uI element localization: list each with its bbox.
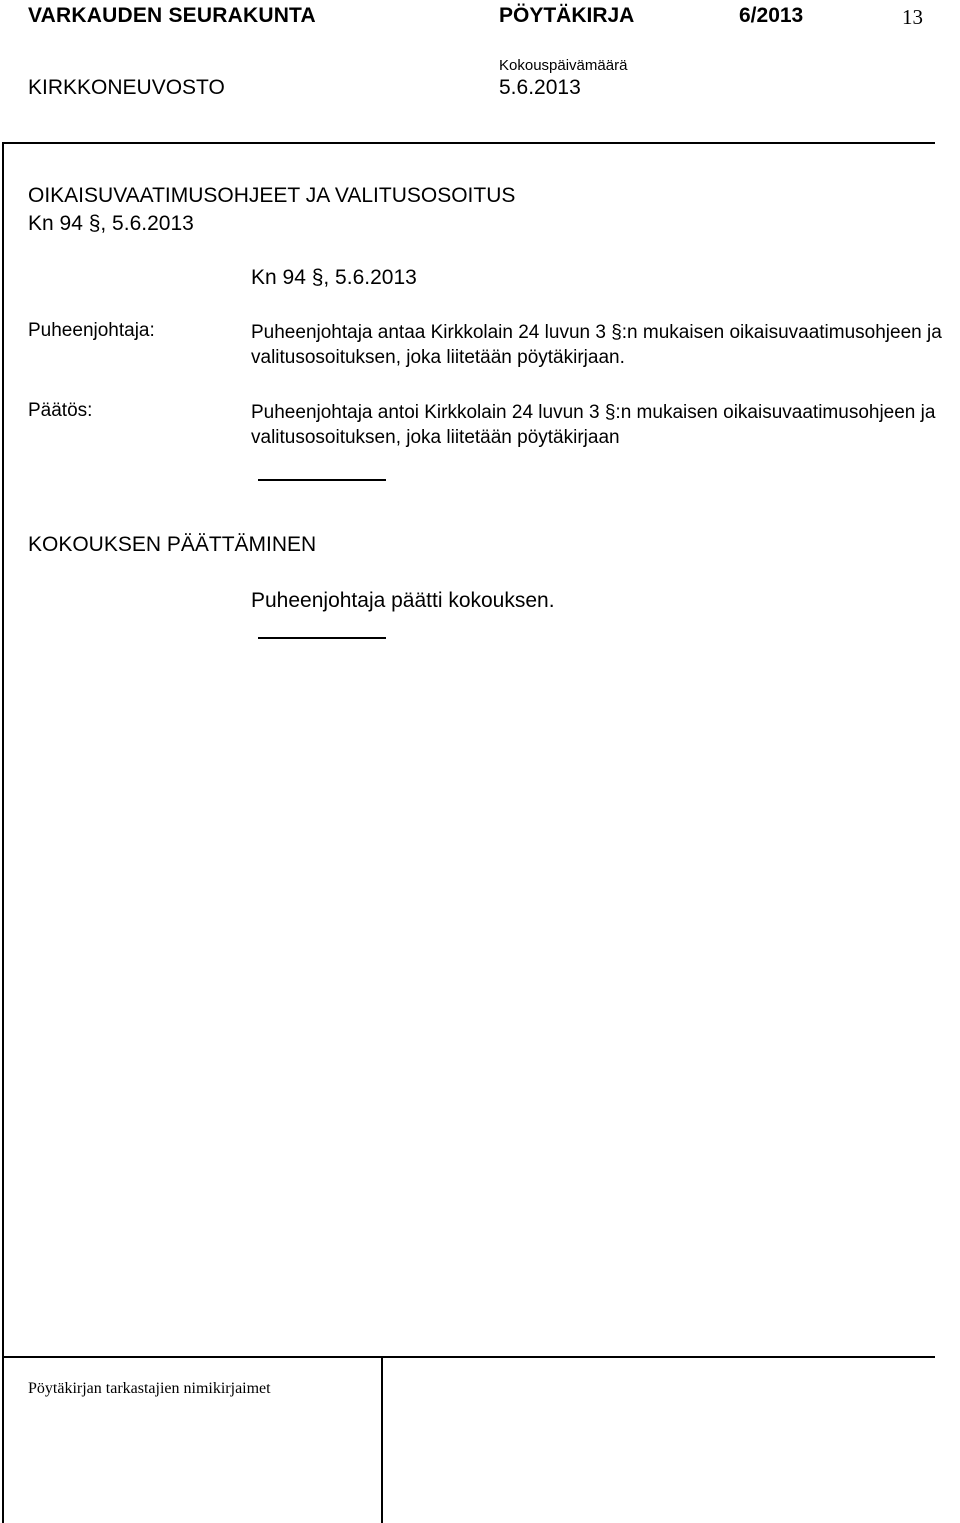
proposal-reference: Kn 94 §, 5.6.2013 xyxy=(251,266,417,289)
frame-left-rule xyxy=(2,142,4,1523)
chair-proposal-text: Puheenjohtaja antaa Kirkkolain 24 luvun 3 §:n mukaisen oikaisuvaatimusohjeen ja valitusosoituksen, joka liitetään pöytäkirjaan. xyxy=(251,322,942,368)
footer-divider-rule xyxy=(2,1356,935,1358)
closing-title: KOKOUKSEN PÄÄTTÄMINEN xyxy=(28,533,317,556)
document-type: PÖYTÄKIRJA xyxy=(499,4,635,27)
governing-body-name: KIRKKONEUVOSTO xyxy=(28,76,225,99)
meeting-date: 5.6.2013 xyxy=(499,76,581,99)
closing-text: Puheenjohtaja päätti kokouksen. xyxy=(251,589,555,612)
document-number: 6/2013 xyxy=(739,4,804,27)
organization-name: VARKAUDEN SEURAKUNTA xyxy=(28,4,316,27)
signature-initials-label: Pöytäkirjan tarkastajien nimikirjaimet xyxy=(28,1380,271,1397)
section-title: OIKAISUVAATIMUSOHJEET JA VALITUSOSOITUS xyxy=(28,184,516,207)
page-number: 13 xyxy=(902,5,923,29)
meeting-date-label: Kokouspäivämäärä xyxy=(499,57,628,74)
section-reference: Kn 94 §, 5.6.2013 xyxy=(28,212,194,235)
decision-label: Päätös: xyxy=(28,400,93,421)
section-end-rule xyxy=(258,479,386,481)
decision-text: Puheenjohtaja antoi Kirkkolain 24 luvun 3 §:n mukaisen oikaisuvaatimusohjeen ja valitusosoituksen, joka liitetään pöytäkirjaan xyxy=(251,402,936,448)
frame-top-rule xyxy=(2,142,935,144)
closing-end-rule xyxy=(258,637,386,639)
footer-signature-divider xyxy=(381,1356,383,1523)
chair-label: Puheenjohtaja: xyxy=(28,320,155,341)
